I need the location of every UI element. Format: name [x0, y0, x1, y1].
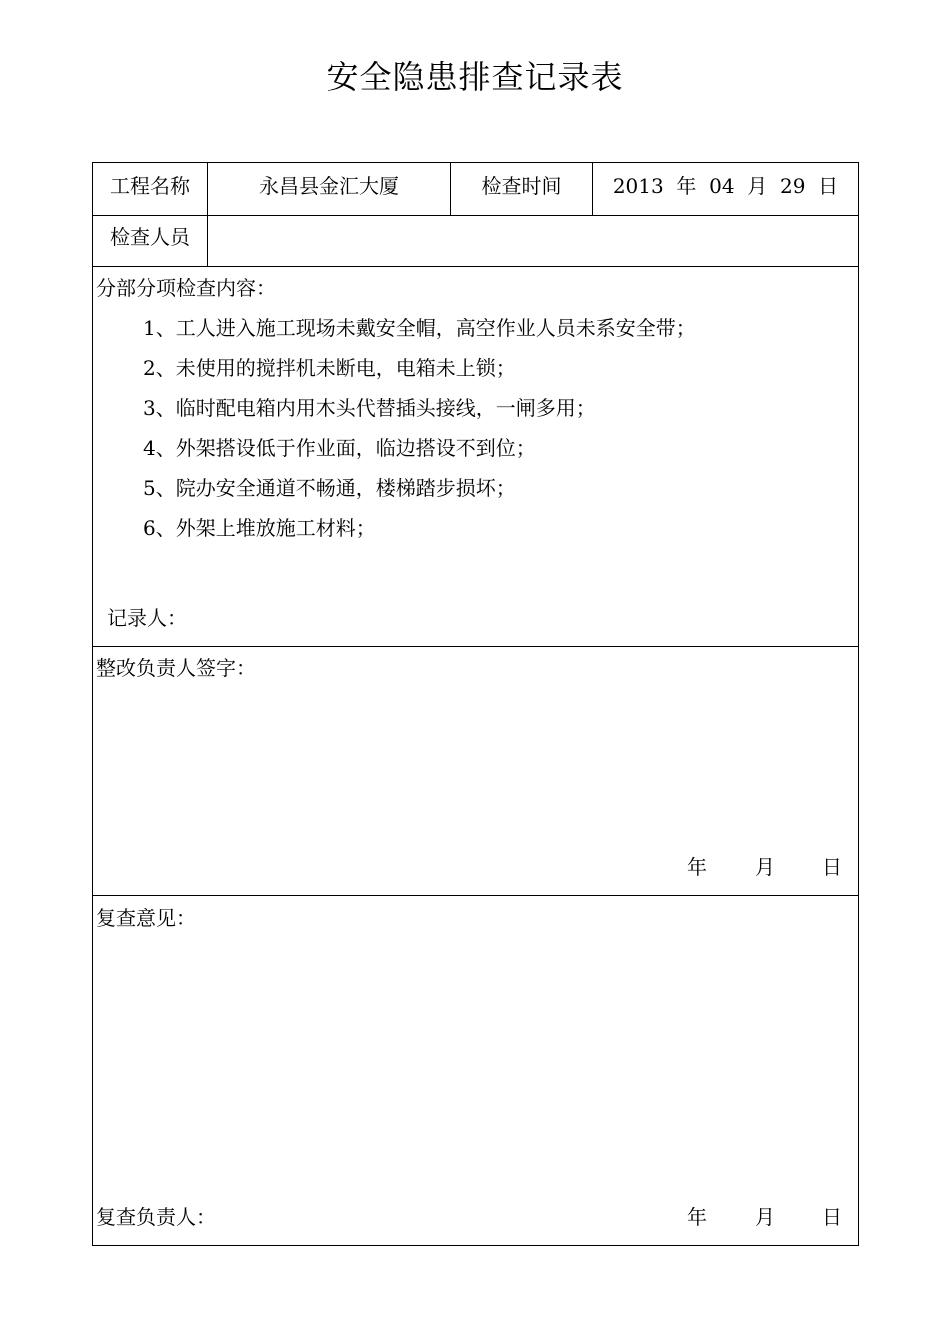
inspection-time-label: 检查时间 — [481, 174, 562, 198]
record-table — [92, 162, 859, 1246]
review-day: 日 — [822, 1205, 842, 1229]
row-divider-2 — [93, 266, 858, 267]
review-heading: 复查意见： — [96, 906, 196, 930]
rectification-year: 年 — [687, 855, 707, 879]
inspection-item: 4、外架搭设低于作业面，临边搭设不到位； — [143, 436, 536, 460]
review-person-label: 复查负责人： — [96, 1205, 216, 1229]
inspection-item: 5、院办安全通道不畅通，楼梯踏步损坏； — [143, 476, 516, 500]
inspection-item: 1、工人进入施工现场未戴安全帽，高空作业人员未系安全带； — [143, 316, 696, 340]
rectification-month: 月 — [755, 855, 775, 879]
inspection-heading: 分部分项检查内容： — [96, 276, 276, 300]
inspector-label: 检查人员 — [110, 225, 190, 249]
review-month: 月 — [755, 1205, 775, 1229]
project-name-label: 工程名称 — [110, 174, 190, 198]
project-name-value: 永昌县金汇大厦 — [259, 174, 399, 198]
inspection-item: 2、未使用的搅拌机未断电，电箱未上锁； — [143, 356, 516, 380]
rectification-day: 日 — [822, 855, 842, 879]
row-divider-4 — [93, 895, 858, 896]
rectification-heading: 整改负责人签字： — [96, 656, 256, 680]
inspection-time-value: 2013 年 04 月 29 日 — [612, 174, 839, 198]
recorder-label: 记录人： — [107, 606, 187, 630]
review-year: 年 — [687, 1205, 707, 1229]
page-title: 安全隐患排查记录表 — [326, 58, 624, 96]
inspection-item: 3、临时配电箱内用木头代替插头接线，一闸多用； — [143, 396, 596, 420]
row-divider-3 — [93, 646, 858, 647]
inspection-item: 6、外架上堆放施工材料； — [143, 516, 376, 540]
